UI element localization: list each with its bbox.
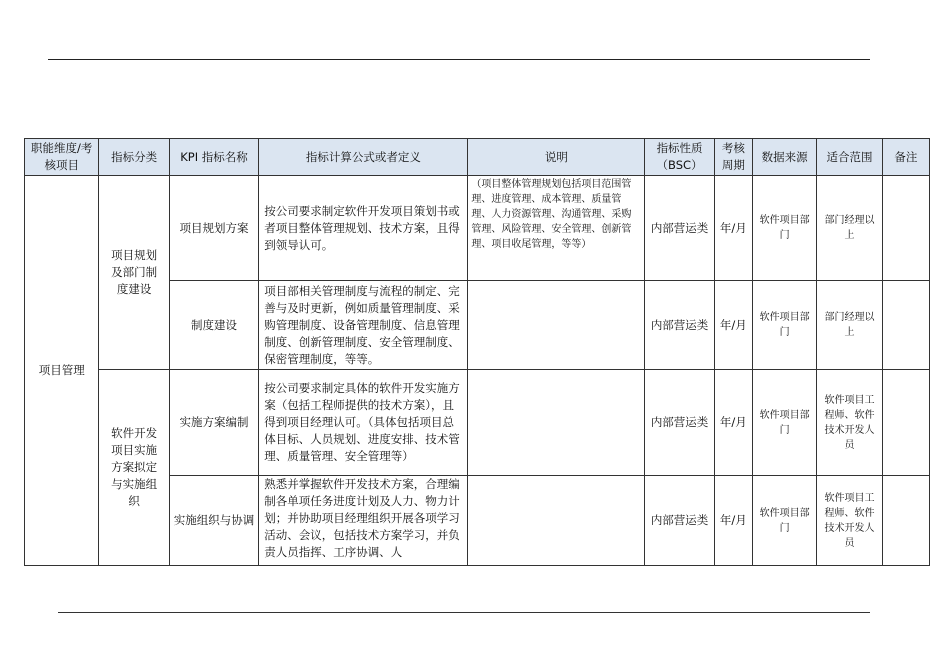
remarks-cell: [882, 176, 929, 281]
kpi-name-cell: 实施组织与协调: [169, 476, 258, 566]
header-formula: 指标计算公式或者定义: [259, 139, 468, 176]
formula-cell: 熟悉并掌握软件开发技术方案，合理编制各单项任务进度计划及人力、物力计划；并协助项目经理组织开展各项学习活动、会议，包括技术方案学习，并负责人员指挥、工序协调、人: [259, 476, 468, 566]
header-source: 数据来源: [752, 139, 816, 176]
formula-cell: 按公司要求制定具体的软件开发实施方案（包括工程师提供的技术方案），且得到项目经理认可。（具体包括项目总体目标、人员规划、进度安排、技术管理、质量管理、安全管理等）: [259, 370, 468, 476]
dimension-cell: 项目管理: [25, 176, 99, 566]
header-description: 说明: [468, 139, 645, 176]
source-cell: 软件项目部门: [752, 281, 816, 370]
kpi-name-cell: 实施方案编制: [169, 370, 258, 476]
scope-cell: 软件项目工程师、软件技术开发人员: [817, 370, 882, 476]
nature-cell: 内部营运类: [645, 370, 714, 476]
table-row: [25, 176, 930, 281]
formula-cell: 项目部相关管理制度与流程的制定、完善与及时更新，例如质量管理制度、采购管理制度、设备管理制度、信息管理制度、创新管理制度、安全管理制度、保密管理制度，等等。: [259, 281, 468, 370]
scope-cell: 部门经理以上: [817, 281, 882, 370]
header-period: 考核周期: [714, 139, 752, 176]
period-cell: 年/月: [714, 370, 752, 476]
header-row: [25, 139, 930, 176]
period-cell: 年/月: [714, 476, 752, 566]
header-rule: [48, 59, 870, 60]
nature-cell: 内部营运类: [645, 476, 714, 566]
scope-cell: 部门经理以上: [817, 176, 882, 281]
header-remarks: 备注: [882, 139, 929, 176]
kpi-name-cell: 项目规划方案: [169, 176, 258, 281]
period-cell: 年/月: [714, 176, 752, 281]
kpi-name-cell: 制度建设: [169, 281, 258, 370]
description-cell: [468, 370, 645, 476]
nature-cell: 内部营运类: [645, 176, 714, 281]
nature-cell: 内部营运类: [645, 281, 714, 370]
source-cell: 软件项目部门: [752, 476, 816, 566]
category-cell: 项目规划及部门制度建设: [99, 176, 169, 370]
description-cell: （项目整体管理规划包括项目范围管理、进度管理、成本管理、质量管理、人力资源管理、沟通管理、采购管理、风险管理、安全管理、创新管理、项目收尾管理，等等）: [468, 176, 645, 281]
source-cell: 软件项目部门: [752, 176, 816, 281]
remarks-cell: [882, 281, 929, 370]
header-category: 指标分类: [99, 139, 169, 176]
table-row: [25, 370, 930, 476]
header-kpi-name: KPI 指标名称: [169, 139, 258, 176]
source-cell: 软件项目部门: [752, 370, 816, 476]
footer-rule: [58, 612, 870, 613]
header-scope: 适合范围: [817, 139, 882, 176]
header-nature: 指标性质（BSC）: [645, 139, 714, 176]
remarks-cell: [882, 476, 929, 566]
description-cell: [468, 476, 645, 566]
header-dimension: 职能维度/考核项目: [25, 139, 99, 176]
description-cell: [468, 281, 645, 370]
category-cell: 软件开发项目实施方案拟定与实施组织: [99, 370, 169, 566]
formula-cell: 按公司要求制定软件开发项目策划书或者项目整体管理规划、技术方案，且得到领导认可。: [259, 176, 468, 281]
period-cell: 年/月: [714, 281, 752, 370]
scope-cell: 软件项目工程师、软件技术开发人员: [817, 476, 882, 566]
kpi-table: [24, 138, 930, 566]
remarks-cell: [882, 370, 929, 476]
